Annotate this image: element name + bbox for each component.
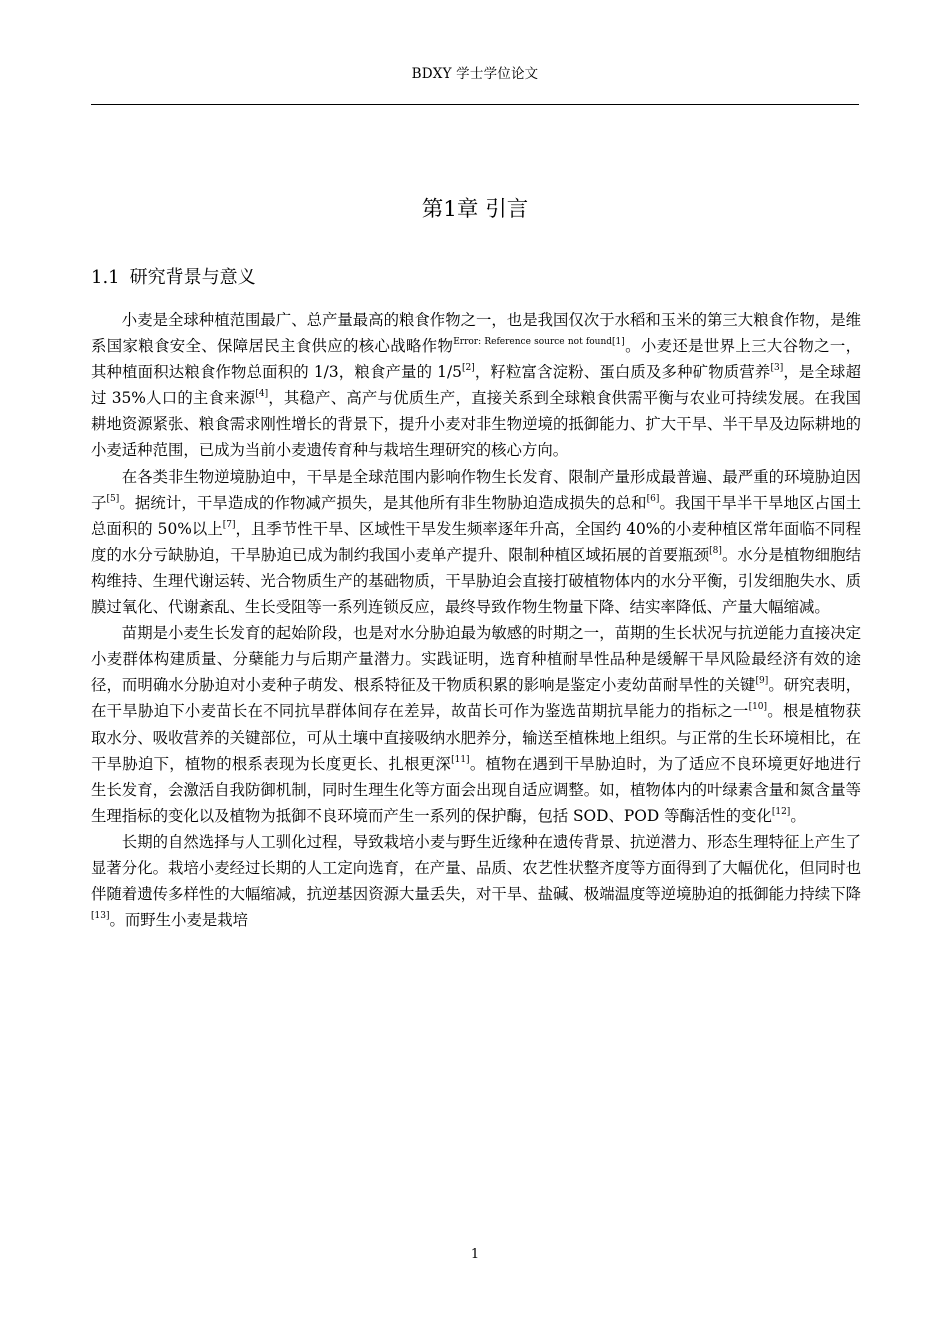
paragraph-text: ，其稳产、高产与优质生产，直接关系到全球粮食供需平衡与农业可持续发展。在我国耕地资源紧张、粮食需求刚性增长的背景下，提升小麦对非生物逆境的抵御能力、扩大干旱、半干旱及边际耕地的小麦适种范围，已成为当前小麦遗传育种与栽培生理研究的核心方向。: [91, 389, 861, 460]
paragraph-text: 。我国干旱半干旱地区占国土总面积的 50%以上: [91, 493, 861, 538]
body-paragraph: [91, 307, 861, 464]
citation-reference: [8]: [709, 545, 722, 556]
paragraph-text: ，且季节性干旱、区域性干旱发生频率逐年升高，全国约 40%的小麦种植区常年面临不同程度的水分亏缺胁迫，干旱胁迫已成为制约我国小麦单产提升、限制种植区域拓展的首要瓶颈: [91, 519, 861, 564]
chapter-title: 第1章 引言: [421, 197, 529, 222]
running-header: BDXY 学士学位论文: [411, 66, 539, 82]
paragraph-text: 在各类非生物逆境胁迫中，干旱是全球范围内影响作物生长发育、限制产量形成最普遍、最严重的环境胁迫因子: [91, 467, 861, 512]
section-number: 1.1: [91, 267, 120, 288]
citation-reference: [3]: [770, 363, 784, 374]
paragraph-text: 。研究表明，在干旱胁迫下小麦苗长在不同抗旱群体间存在差异，故苗长可作为鉴选苗期抗旱能力的指标之一: [91, 676, 861, 721]
paragraph-text: 小麦是全球种植范围最广、总产量最高的粮食作物之一，也是我国仅次于水稻和玉米的第三大粮食作物，是维系国家粮食安全、保障居民主食供应的核心战略作物: [91, 311, 861, 356]
citation-reference: [9]: [755, 676, 769, 687]
paragraph-text: ，籽粒富含淀粉、蛋白质及多种矿物质营养: [474, 363, 771, 382]
body-paragraph: [91, 620, 861, 829]
paragraph-text: 。而野生小麦是栽培: [109, 911, 249, 930]
section-heading: [91, 263, 256, 289]
paragraph-text: 。根是植物获取水分、吸收营养的关键部位，可从土壤中直接吸纳水肥养分，输送至植株地上组织。与正常的生长环境相比，在干旱胁迫下，植物的根系表现为长度更长、扎根更深: [91, 702, 861, 773]
section-title: 研究背景与意义: [129, 267, 256, 288]
paragraph-text: 。水分是植物细胞结构维持、生理代谢运转、光合物质生产的基础物质，干旱胁迫会直接打破植物体内的水分平衡，引发细胞失水、质膜过氧化、代谢紊乱、生长受阻等一系列连锁反应，最终导致作物生物量下降、结实率降低、产量大幅缩减。: [91, 545, 861, 617]
citation-reference: [5]: [106, 493, 120, 504]
paragraph-text: 。小麦还是世界上三大谷物之一，其种植面积达粮食作物总面积的 1/3，粮食产量的 1/5: [91, 337, 861, 382]
citation-reference: [13]: [91, 911, 110, 922]
citation-reference: [4]: [255, 389, 269, 400]
citation-reference: [12]: [771, 806, 791, 817]
body-text: [91, 307, 861, 933]
citation-reference: [10]: [748, 702, 768, 713]
citation-reference: [6]: [646, 493, 660, 504]
body-paragraph: [91, 464, 861, 621]
paragraph-text: 苗期是小麦生长发育的起始阶段，也是对水分胁迫最为敏感的时期之一，苗期的生长状况与抗逆能力直接决定小麦群体构建质量、分蘖能力与后期产量潜力。实践证明，选育种植耐旱性品种是缓解干旱风险最经济有效的途径，而明确水分胁迫对小麦种子萌发、根系特征及干物质积累的影响是鉴定小麦幼苗耐旱性的关键: [91, 624, 861, 695]
paragraph-text: ，是全球超过 35%人口的主食来源: [91, 363, 861, 408]
header-rule: [91, 104, 859, 105]
paragraph-text: 。植物在遇到干旱胁迫时，为了适应不良环境更好地进行生长发育，会激活自我防御机制，同时生理生化等方面会出现自适应调整。如，植物体内的叶绿素含量和氮含量等生理指标的变化以及植物为抵御不良环境而产生一系列的保护酶，包括 SOD、POD 等酶活性的变化: [91, 754, 861, 825]
paragraph-text: 长期的自然选择与人工驯化过程，导致栽培小麦与野生近缘种在遗传背景、抗逆潜力、形态生理特征上产生了显著分化。栽培小麦经过长期的人工定向选育，在产量、品质、农艺性状整齐度等方面得到了大幅优化，但同时也伴随着遗传多样性的大幅缩减，抗逆基因资源大量丢失，对干旱、盐碱、极端温度等逆境胁迫的抵御能力持续下降: [91, 832, 861, 904]
citation-reference: [7]: [222, 519, 236, 530]
paragraph-text: 。据统计，干旱造成的作物减产损失，是其他所有非生物胁迫造成损失的总和: [119, 493, 647, 512]
citation-reference: [11]: [451, 754, 470, 765]
citation-reference: Error: Reference source not found[1]: [453, 337, 625, 348]
page-number: 1: [470, 1247, 480, 1262]
body-paragraph: [91, 829, 861, 933]
paragraph-text: 。: [790, 806, 806, 825]
citation-reference: [2]: [461, 363, 475, 374]
